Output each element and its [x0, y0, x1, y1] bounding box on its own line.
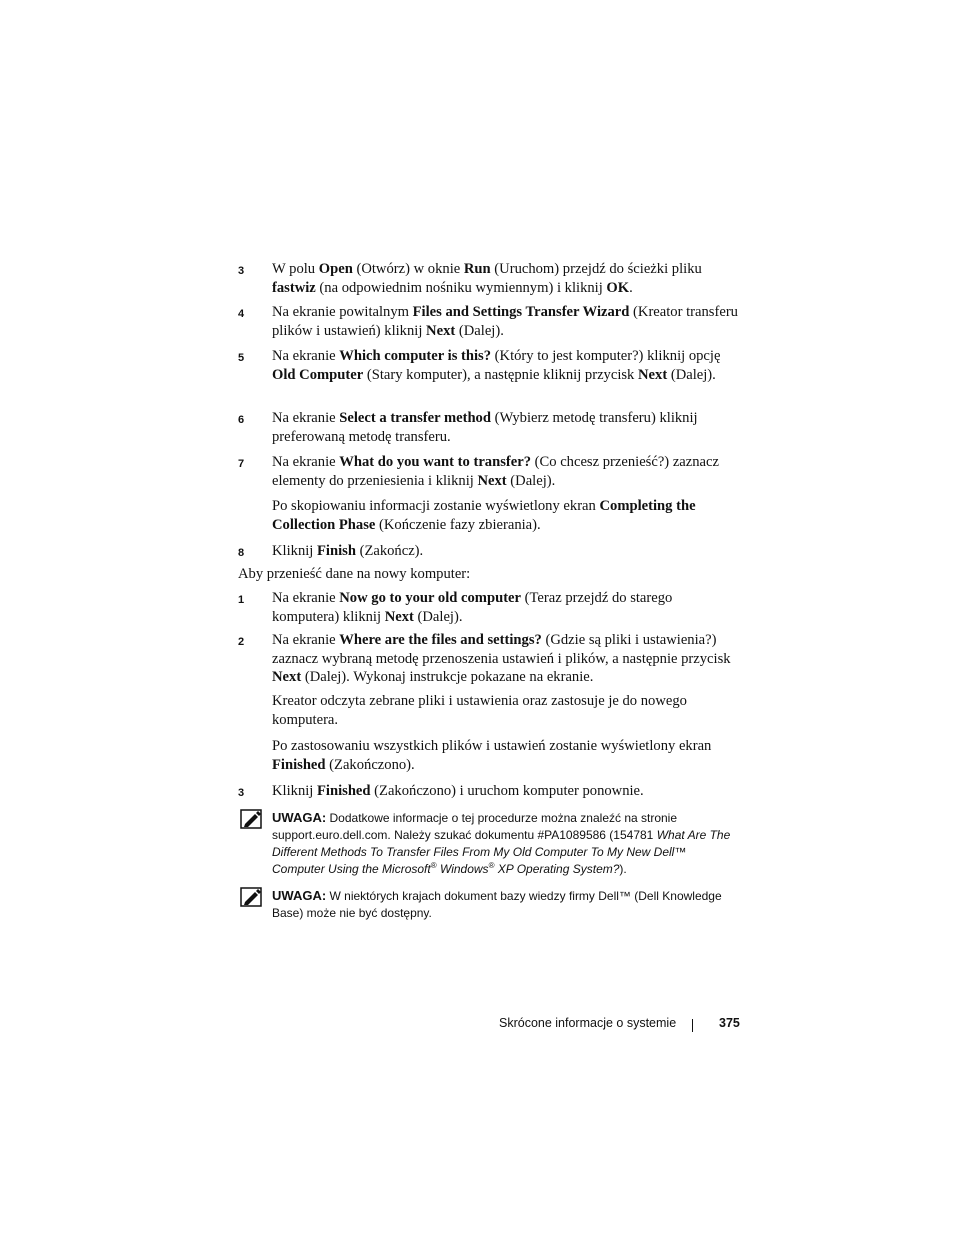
note-block [240, 809, 740, 878]
step-number: 2 [238, 636, 245, 648]
step-number: 3 [238, 787, 245, 799]
step-text: Kliknij Finish (Zakończ). [272, 543, 424, 559]
list-item [238, 409, 738, 446]
section-intro: Aby przenieść dane na nowy komputer: [238, 566, 471, 582]
step-number: 8 [238, 547, 245, 559]
step-number: 5 [238, 352, 245, 364]
list-item [238, 453, 738, 490]
step-paragraph: Kreator odczyta zebrane pliki i ustawienia oraz zastosuje je do nowego komputera. [272, 693, 687, 728]
step-text: Na ekranie Where are the files and settings? (Gdzie są pliki i ustawienia?) zaznacz wybraną metodę przenoszenia ustawień i plików, a następnie przycisk Next (Dalej). Wykonaj instrukcje pokazane na ekranie. [272, 632, 731, 685]
step-text: Kliknij Finished (Zakończono) i uruchom komputer ponownie. [272, 783, 644, 799]
step-text: Na ekranie What do you want to transfer? (Co chcesz przenieść?) zaznacz elementy do przeniesienia i kliknij Next (Dalej). [272, 454, 719, 489]
note-text: UWAGA: W niektórych krajach dokument bazy wiedzy firmy Dell™ (Dell Knowledge Base) może nie być dostępny. [272, 888, 722, 920]
footer-section-title: Skrócone informacje o systemie [499, 1016, 677, 1030]
list-item [238, 260, 738, 297]
step-number: 4 [238, 308, 245, 320]
list-item [238, 782, 738, 801]
step-number: 7 [238, 458, 245, 470]
footer-divider [692, 1019, 693, 1032]
page-number: 375 [719, 1016, 740, 1030]
step-paragraph: Po zastosowaniu wszystkich plików i ustawień zostanie wyświetlony ekran Finished (Zakończono). [272, 738, 712, 773]
note-text: UWAGA: Dodatkowe informacje o tej procedurze można znaleźć na stronie support.euro.dell.com. Należy szukać dokumentu #PA1089586 (154781 What Are The Different Methods To Transfer Files From My Old Computer To My New Dell™ Computer Using the Microsoft® Windows® XP Operating System?). [272, 810, 731, 876]
list-item [238, 347, 738, 384]
step-text: Na ekranie Now go to your old computer (Teraz przejdź do starego komputera) kliknij Next (Dalej). [272, 590, 673, 625]
pencil-note-icon [240, 887, 262, 907]
list-item [238, 542, 738, 561]
step-number: 6 [238, 414, 245, 426]
list-item [238, 589, 738, 626]
step-paragraph: Po skopiowaniu informacji zostanie wyświetlony ekran Completing the Collection Phase (Kończenie fazy zbierania). [272, 498, 696, 533]
step-text: W polu Open (Otwórz) w oknie Run (Uruchom) przejdź do ścieżki pliku fastwiz (na odpowiednim nośniku wymiennym) i kliknij OK. [272, 261, 702, 296]
step-text: Na ekranie powitalnym Files and Settings Transfer Wizard (Kreator transferu plików i ustawień) kliknij Next (Dalej). [272, 304, 738, 339]
step-text: Na ekranie Which computer is this? (Który to jest komputer?) kliknij opcję Old Computer (Stary komputer), a następnie kliknij przycisk Next (Dalej). [272, 348, 721, 383]
step-text: Na ekranie Select a transfer method (Wybierz metodę transferu) kliknij preferowaną metodę transferu. [272, 410, 698, 445]
note-block [240, 887, 740, 922]
step-number: 3 [238, 265, 245, 277]
pencil-note-icon [240, 809, 262, 829]
list-item [238, 631, 738, 687]
step-number: 1 [238, 594, 245, 606]
list-item [238, 303, 738, 340]
